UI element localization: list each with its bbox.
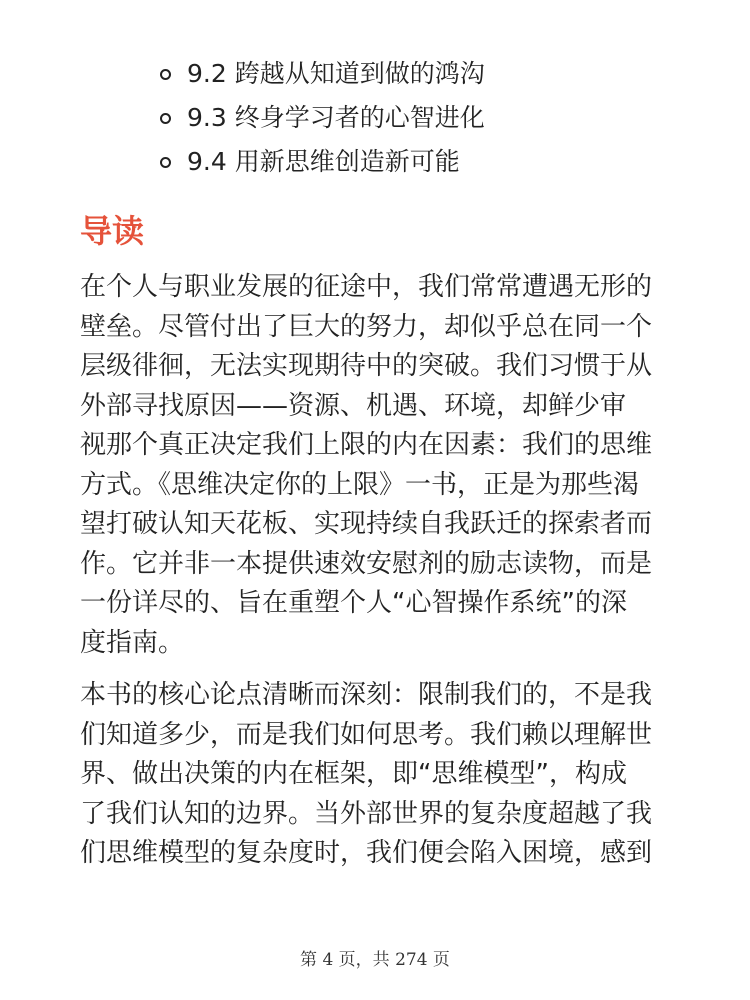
- paragraph-line: 了我们认知的边界。当外部世界的复杂度超越了我: [80, 798, 653, 829]
- paragraph-line: 们知道多少，而是我们如何思考。我们赖以理解世: [80, 719, 653, 750]
- toc-item: [160, 140, 485, 184]
- body-paragraph: [80, 268, 680, 663]
- toc-item: [160, 96, 485, 140]
- hollow-circle-bullet-icon: [160, 69, 171, 80]
- paragraph-line: 们思维模型的复杂度时，我们便会陷入困境，感到: [80, 838, 653, 868]
- paragraph-line: 视那个真正决定我们上限的内在因素：我们的思维: [80, 430, 653, 460]
- page-number-footer: 第 4 页，共 274 页: [300, 950, 450, 970]
- hollow-circle-bullet-icon: [160, 113, 171, 124]
- paragraph-line: 界、做出决策的内在框架，即“思维模型”，构成: [80, 759, 627, 789]
- toc-list: [160, 52, 485, 184]
- paragraph-line: 壁垒。尽管付出了巨大的努力，却似乎总在同一个: [80, 311, 653, 342]
- body-paragraph: [80, 676, 680, 874]
- paragraph-line: 度指南。: [80, 627, 185, 658]
- toc-item-text: 9.3 终身学习者的心智进化: [187, 103, 485, 132]
- paragraph-line: 一份详尽的、旨在重塑个人“心智操作系统”的深: [80, 588, 627, 618]
- toc-item-text: 9.4 用新思维创造新可能: [187, 147, 460, 176]
- toc-item-text: 9.2 跨越从知道到做的鸿沟: [187, 59, 485, 88]
- paragraph-line: 方式。《思维决定你的上限》一书，正是为那些渴: [80, 469, 640, 500]
- paragraph-line: 望打破认知天花板、实现持续自我跃迁的探索者而: [80, 509, 653, 539]
- paragraph-line: 在个人与职业发展的征途中，我们常常遭遇无形的: [80, 272, 653, 302]
- paragraph-line: 作。它并非一本提供速效安慰剂的励志读物，而是: [80, 548, 653, 579]
- paragraph-line: 外部寻找原因——资源、机遇、环境，却鲜少审: [80, 390, 627, 421]
- paragraph-line: 层级徘徊，无法实现期待中的突破。我们习惯于从: [80, 351, 653, 381]
- hollow-circle-bullet-icon: [160, 157, 171, 168]
- paragraph-line: 本书的核心论点清晰而深刻：限制我们的，不是我: [80, 680, 653, 710]
- toc-item: [160, 52, 485, 96]
- section-heading: 导读: [80, 212, 145, 250]
